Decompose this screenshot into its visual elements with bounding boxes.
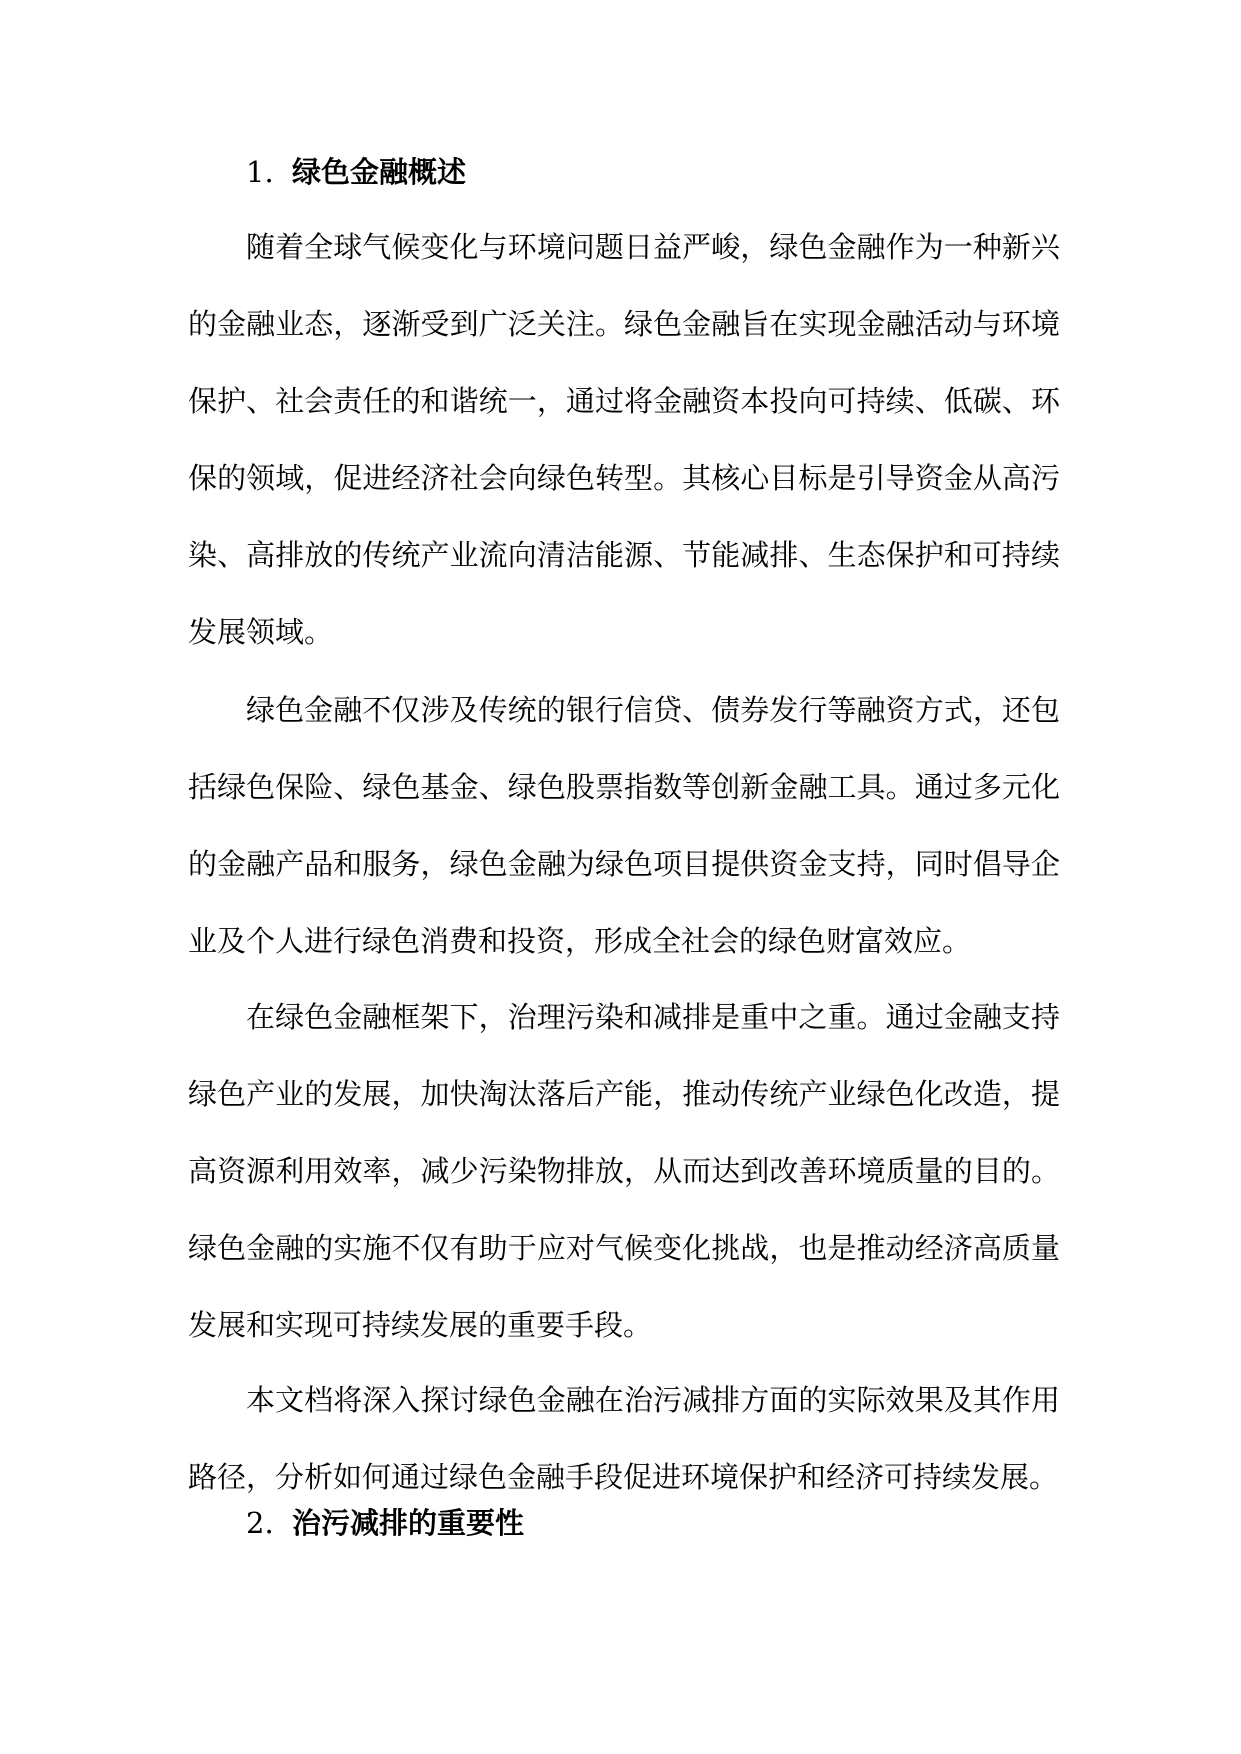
section-heading-1	[246, 152, 466, 192]
section-title: 治污减排的重要性	[292, 1506, 525, 1540]
paragraph-4: 本文档将深入探讨绿色金融在治污减排方面的实际效果及其作用路径，分析如何通过绿色金融手段促进环境保护和经济可持续发展。	[188, 1383, 1060, 1494]
section-number: 2.	[246, 1506, 274, 1540]
paragraph-1: 随着全球气候变化与环境问题日益严峻，绿色金融作为一种新兴的金融业态，逐渐受到广泛关注。绿色金融旨在实现金融活动与环境保护、社会责任的和谐统一，通过将金融资本投向可持续、低碳、环保的领域，促进经济社会向绿色转型。其核心目标是引导资金从高污染、高排放的传统产业流向清洁能源、节能减排、生态保护和可持续发展领域。	[188, 230, 1060, 649]
section-heading-2	[246, 1503, 524, 1543]
section-number: 1.	[246, 155, 274, 189]
section-title: 绿色金融概述	[292, 155, 467, 189]
paragraph-3: 在绿色金融框架下，治理污染和减排是重中之重。通过金融支持绿色产业的发展，加快淘汰落后产能，推动传统产业绿色化改造，提高资源利用效率，减少污染物排放，从而达到改善环境质量的目的。绿色金融的实施不仅有助于应对气候变化挑战，也是推动经济高质量发展和实现可持续发展的重要手段。	[188, 1000, 1060, 1342]
paragraph-2: 绿色金融不仅涉及传统的银行信贷、债券发行等融资方式，还包括绿色保险、绿色基金、绿色股票指数等创新金融工具。通过多元化的金融产品和服务，绿色金融为绿色项目提供资金支持，同时倡导企业及个人进行绿色消费和投资，形成全社会的绿色财富效应。	[188, 693, 1060, 958]
